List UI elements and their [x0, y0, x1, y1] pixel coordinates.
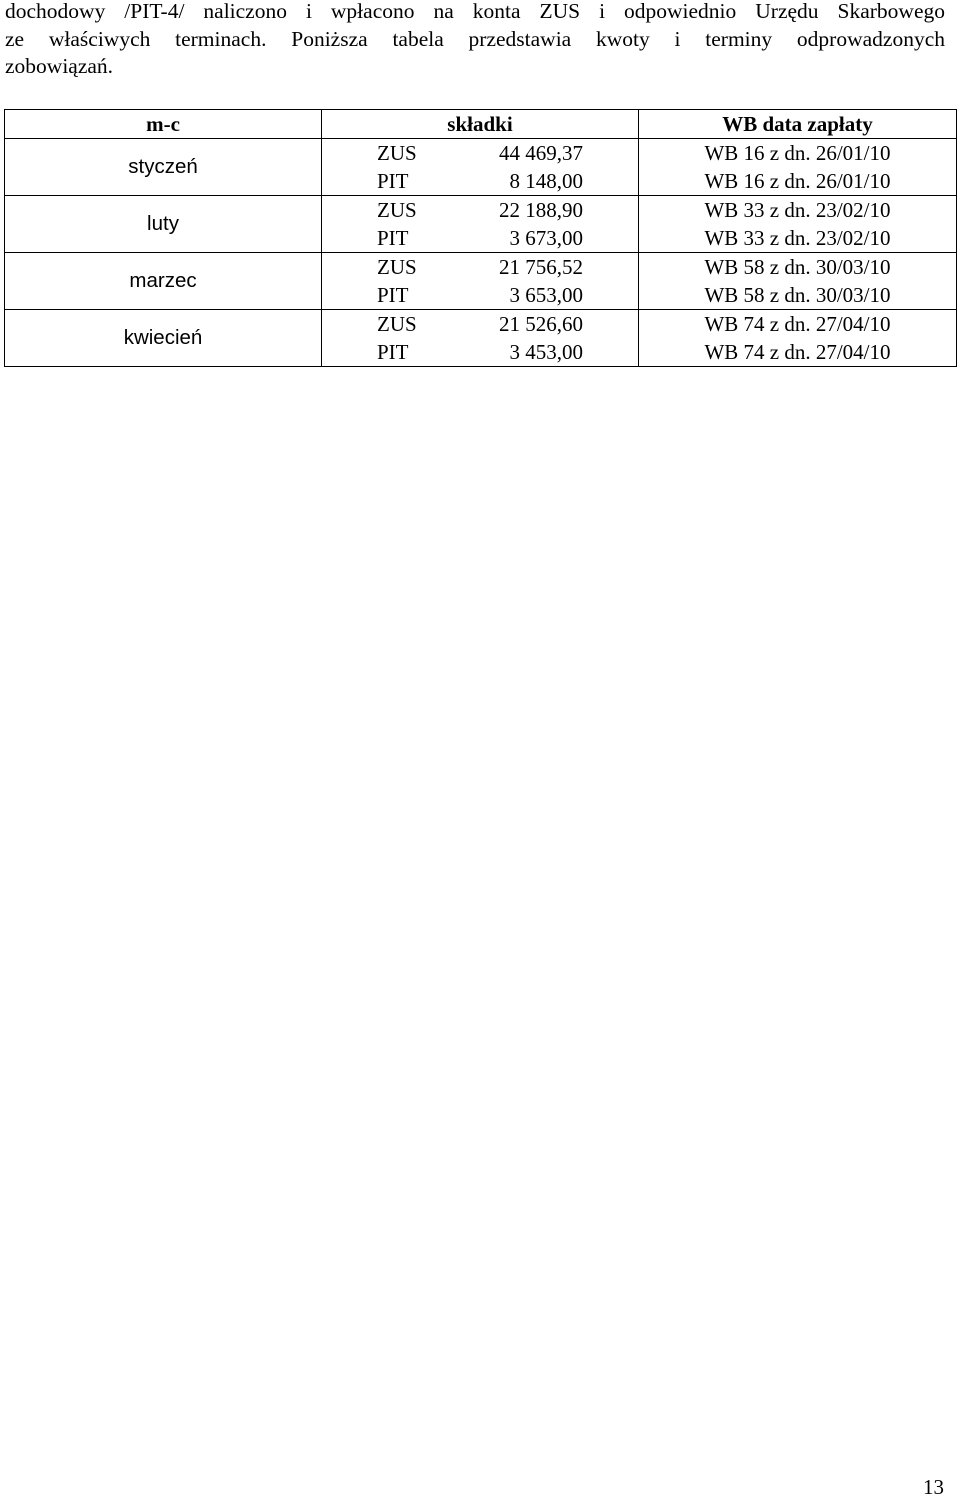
wb-cell: WB 74 z dn. 27/04/10	[639, 338, 957, 367]
month-cell: styczeń	[5, 139, 322, 196]
header-month: m-c	[5, 110, 322, 139]
fee-amount: 22 188,90	[499, 198, 583, 222]
fee-kind: ZUS	[377, 198, 417, 222]
wb-cell: WB 74 z dn. 27/04/10	[639, 310, 957, 339]
fee-kind: ZUS	[377, 141, 417, 165]
table-row	[5, 253, 957, 282]
fee-cell	[322, 338, 639, 367]
wb-cell: WB 16 z dn. 26/01/10	[639, 139, 957, 168]
wb-cell: WB 33 z dn. 23/02/10	[639, 224, 957, 253]
table-row	[5, 139, 957, 168]
fee-kind: PIT	[377, 226, 409, 250]
header-wb-date: WB data zapłaty	[639, 110, 957, 139]
table-row	[5, 196, 957, 225]
table-row	[5, 310, 957, 339]
wb-cell: WB 58 z dn. 30/03/10	[639, 253, 957, 282]
fee-cell	[322, 139, 639, 168]
wb-cell: WB 16 z dn. 26/01/10	[639, 167, 957, 196]
fee-kind: PIT	[377, 283, 409, 307]
fee-amount: 3 453,00	[509, 340, 583, 364]
intro-line: ze właściwych terminach. Poniższa tabela przedstawia kwoty i terminy odprowadzonych	[5, 26, 945, 51]
fee-amount: 21 756,52	[499, 255, 583, 279]
wb-cell: WB 58 z dn. 30/03/10	[639, 281, 957, 310]
fee-cell	[322, 253, 639, 282]
fee-amount: 8 148,00	[509, 169, 583, 193]
intro-paragraph	[5, 0, 945, 81]
month-cell: kwiecień	[5, 310, 322, 367]
header-fees: składki	[322, 110, 639, 139]
fee-amount: 21 526,60	[499, 312, 583, 336]
page-number: 13	[923, 1475, 944, 1499]
fee-kind: PIT	[377, 340, 409, 364]
fee-cell	[322, 281, 639, 310]
month-cell: luty	[5, 196, 322, 253]
fee-cell	[322, 310, 639, 339]
month-cell: marzec	[5, 253, 322, 310]
fee-kind: PIT	[377, 169, 409, 193]
fee-kind: ZUS	[377, 312, 417, 336]
intro-line: zobowiązań.	[5, 54, 114, 78]
fee-amount: 3 673,00	[509, 226, 583, 250]
fee-cell	[322, 167, 639, 196]
fee-amount: 44 469,37	[499, 141, 583, 165]
intro-line: dochodowy /PIT-4/ naliczono i wpłacono na konta ZUS i odpowiednio Urzędu Skarbowego	[5, 0, 945, 23]
fee-cell	[322, 224, 639, 253]
fee-cell	[322, 196, 639, 225]
fee-amount: 3 653,00	[509, 283, 583, 307]
payments-table	[4, 109, 957, 367]
wb-cell: WB 33 z dn. 23/02/10	[639, 196, 957, 225]
fee-kind: ZUS	[377, 255, 417, 279]
table-header-row	[5, 110, 957, 139]
